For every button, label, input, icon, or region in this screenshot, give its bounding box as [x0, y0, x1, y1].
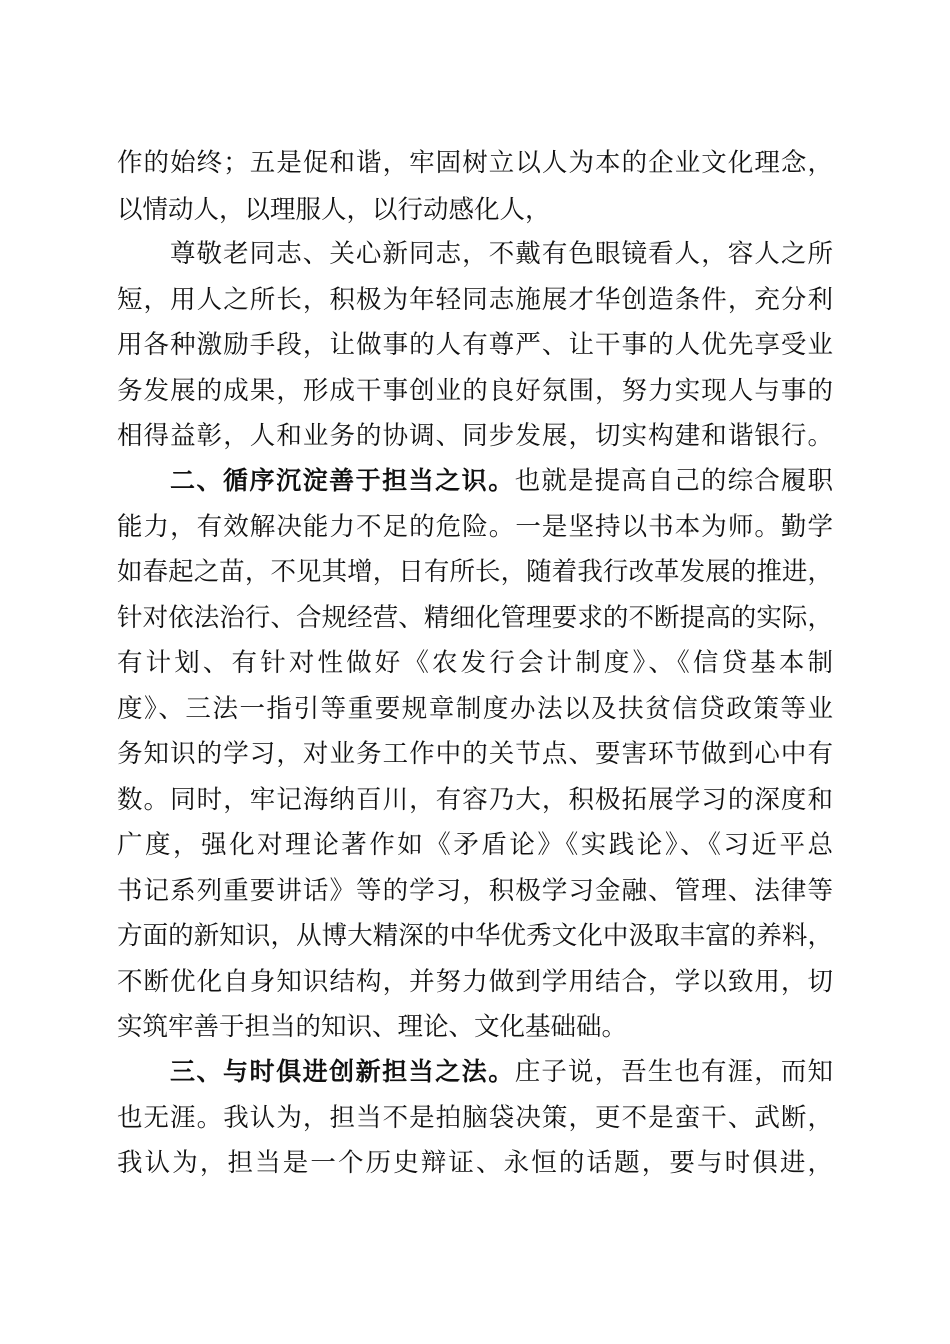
text-line	[0, 1143, 950, 1183]
line-text: 务发展的成果，形成干事创业的良好氛围，努力实现人与事的	[117, 376, 833, 406]
line-text: 书记系列重要讲话》等的学习，积极学习金融、管理、法律等	[117, 876, 833, 906]
section-heading: 三、与时俱进创新担当之法。	[170, 1057, 515, 1086]
line-text: 短，用人之所长，积极为年轻同志施展才华创造条件，充分利	[117, 285, 833, 315]
text-line	[0, 416, 950, 456]
text-line	[0, 143, 950, 183]
text-line	[0, 280, 950, 320]
paragraph-first-line	[0, 461, 950, 501]
text-line	[0, 780, 950, 820]
text-line	[0, 325, 950, 365]
line-text: 不断优化自身知识结构，并努力做到学用结合，学以致用，切	[117, 967, 833, 997]
text-line	[0, 871, 950, 911]
text-line	[0, 507, 950, 547]
text-line	[0, 1098, 950, 1138]
text-line	[0, 643, 950, 683]
line-text: 尊敬老同志、关心新同志，不戴有色眼镜看人，容人之所	[170, 239, 833, 269]
text-line	[0, 689, 950, 729]
text-line	[0, 371, 950, 411]
line-text: 也无涯。我认为，担当不是拍脑袋决策，更不是蛮干、武断，	[117, 1103, 833, 1133]
text-line	[0, 825, 950, 865]
line-text: 用各种激励手段，让做事的人有尊严、让干事的人优先享受业	[117, 330, 833, 360]
line-text: 作的始终；五是促和谐，牢固树立以人为本的企业文化理念，	[117, 148, 833, 178]
line-text: 有计划、有针对性做好《农发行会计制度》、《信贷基本制	[117, 648, 833, 678]
line-text: 如春起之苗，不见其增，日有所长，随着我行改革发展的推进，	[117, 557, 833, 587]
text-line	[0, 916, 950, 956]
line-text: 我认为，担当是一个历史辩证、永恒的话题，要与时俱进，	[117, 1148, 833, 1178]
paragraph-first-line	[0, 1052, 950, 1092]
text-line	[0, 1007, 950, 1047]
paragraph-first-line	[0, 234, 950, 274]
line-text: 能力，有效解决能力不足的危险。一是坚持以书本为师。勤学	[117, 512, 833, 542]
text-line	[0, 598, 950, 638]
line-text: 数。同时，牢记海纳百川，有容乃大，积极拓展学习的深度和	[117, 785, 833, 815]
section-heading: 二、循序沉淀善于担当之识。	[170, 466, 515, 495]
line-text: 务知识的学习，对业务工作中的关节点、要害环节做到心中有	[117, 739, 833, 769]
line-text: 方面的新知识，从博大精深的中华优秀文化中汲取丰富的养料，	[117, 921, 833, 951]
line-text: 广度，强化对理论著作如《矛盾论》《实践论》、《习近平总	[117, 830, 833, 860]
line-text: 以情动人，以理服人，以行动感化人，	[117, 195, 551, 225]
line-text: 相得益彰，人和业务的协调、同步发展，切实构建和谐银行。	[117, 421, 833, 451]
text-line	[0, 962, 950, 1002]
line-text-rest: 庄子说，吾生也有涯，而知	[514, 1057, 833, 1087]
line-text: 针对依法治行、合规经营、精细化管理要求的不断提高的实际，	[117, 603, 833, 633]
text-line	[0, 552, 950, 592]
text-line	[0, 190, 950, 230]
text-line	[0, 734, 950, 774]
line-text: 度》、三法一指引等重要规章制度办法以及扶贫信贷政策等业	[117, 694, 833, 724]
line-text-rest: 也就是提高自己的综合履职	[514, 466, 833, 496]
line-text: 实筑牢善于担当的知识、理论、文化基础础。	[117, 1012, 628, 1042]
line-text	[170, 1052, 833, 1092]
line-text	[170, 461, 833, 501]
